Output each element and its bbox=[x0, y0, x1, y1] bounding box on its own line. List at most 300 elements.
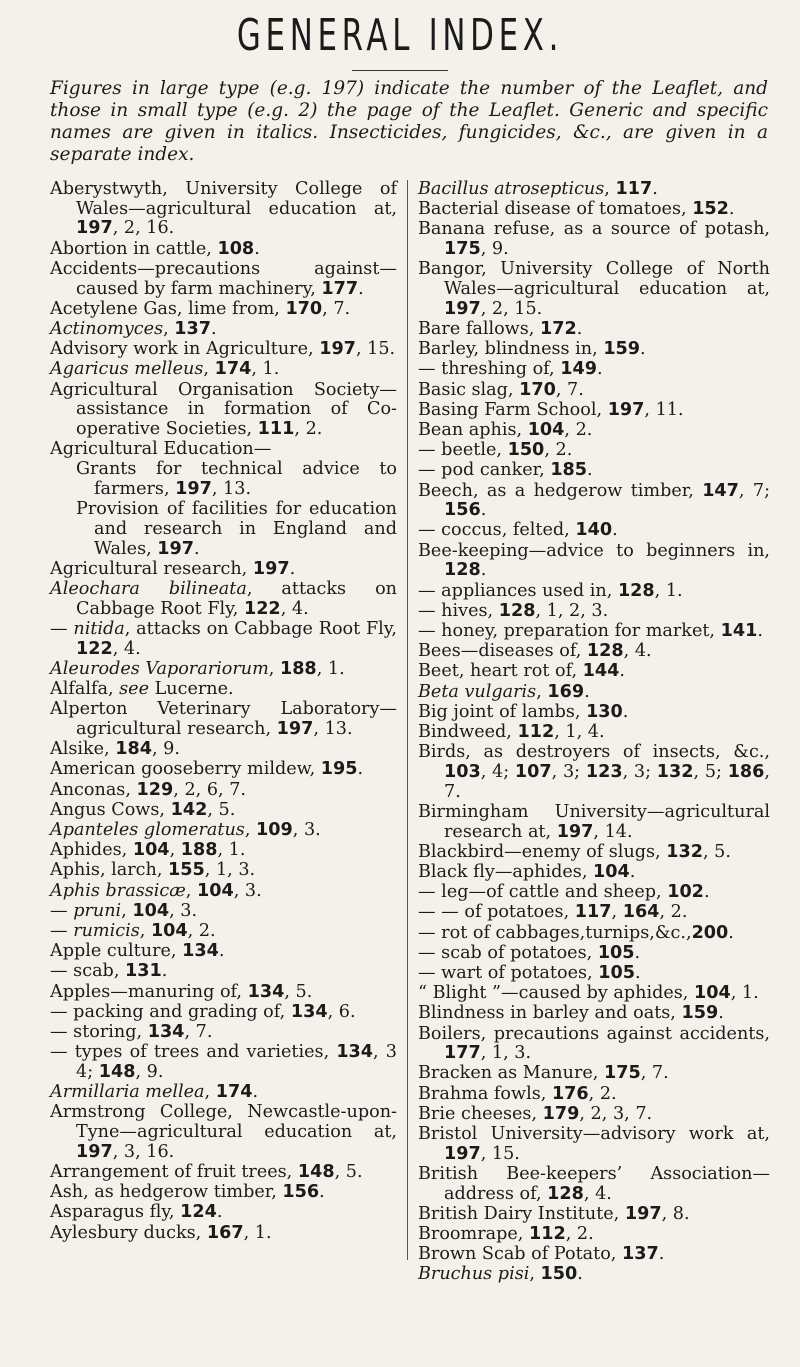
entry-text: , 1, 2, 3. bbox=[535, 600, 609, 621]
entry-text: , 3; bbox=[551, 761, 586, 782]
index-entry bbox=[418, 461, 770, 481]
entry-text: . bbox=[480, 500, 487, 521]
index-entry bbox=[50, 1023, 397, 1043]
leaflet-number: 105 bbox=[597, 942, 635, 963]
entry-text: , bbox=[604, 179, 616, 199]
index-entry bbox=[418, 703, 770, 723]
entry-text: . bbox=[622, 701, 629, 722]
leaflet-number: 177 bbox=[444, 1043, 481, 1064]
entry-text: Agricultural Organisation Society—assistance in formation of Co-operative Societies, bbox=[50, 379, 397, 439]
entry-text: , 4. bbox=[280, 598, 309, 619]
leaflet-number: 170 bbox=[285, 298, 323, 319]
leaflet-number: 156 bbox=[282, 1182, 320, 1203]
entry-text: Beech, as a hedgerow timber, bbox=[418, 480, 703, 501]
index-entry bbox=[418, 903, 770, 923]
index-entry bbox=[418, 200, 770, 220]
entry-text: Basing Farm School, bbox=[418, 399, 608, 420]
entry-text: , 9. bbox=[151, 739, 180, 760]
entry-text: Birmingham University—agricultural research at, bbox=[418, 801, 770, 842]
entry-text: , 5. bbox=[334, 1161, 363, 1182]
leaflet-number: 164 bbox=[622, 902, 660, 923]
entry-text: Asparagus fly, bbox=[50, 1202, 181, 1223]
leaflet-number: 197 bbox=[319, 339, 356, 360]
entry-text: Blackbird—enemy of slugs, bbox=[418, 841, 667, 862]
leaflet-number: 197 bbox=[624, 1203, 662, 1224]
entry-text: . bbox=[577, 1264, 583, 1285]
entry-text: , 3. bbox=[292, 820, 321, 840]
entry-text: , bbox=[529, 1264, 541, 1285]
entry-text: Alfalfa, bbox=[50, 679, 120, 700]
entry-text: Bees—diseases of, bbox=[418, 641, 587, 662]
leaflet-number: 137 bbox=[174, 318, 212, 339]
leaflet-number: 104 bbox=[132, 840, 170, 861]
leaflet-number: 123 bbox=[585, 761, 623, 782]
entry-text: , 15. bbox=[480, 1143, 520, 1164]
leaflet-number: 137 bbox=[622, 1244, 659, 1265]
entry-text: — leg—of cattle and sheep, bbox=[418, 882, 668, 903]
index-entry bbox=[418, 1245, 770, 1265]
leaflet-number: 128 bbox=[547, 1183, 584, 1204]
entry-text: Aylesbury ducks, bbox=[50, 1222, 207, 1243]
leaflet-number: 122 bbox=[243, 598, 281, 619]
leaflet-number: 197 bbox=[607, 399, 645, 420]
entry-text: . bbox=[619, 661, 625, 682]
entry-text: , 2, 6, 7. bbox=[173, 779, 246, 800]
italic-name: rumicis bbox=[73, 921, 140, 942]
entry-text: . bbox=[728, 199, 735, 220]
leaflet-number: 104 bbox=[593, 861, 630, 882]
index-introduction bbox=[50, 78, 768, 166]
index-entry bbox=[50, 760, 397, 780]
entry-text: , 4. bbox=[112, 638, 141, 659]
entry-text: . bbox=[357, 759, 364, 780]
entry-text: Agricultural Education— bbox=[50, 439, 272, 460]
entry-text: , 2. bbox=[564, 419, 593, 440]
entry-text: . bbox=[252, 1082, 259, 1103]
entry-text: Provision of facilities for education and research in England and Wales, bbox=[76, 499, 397, 559]
index-entry bbox=[418, 441, 770, 461]
index-entry bbox=[50, 1003, 397, 1023]
leaflet-number: 188 bbox=[180, 840, 218, 861]
entry-text: Blindness in barley and oats, bbox=[418, 1003, 682, 1024]
index-column-right bbox=[418, 180, 770, 1285]
index-entry bbox=[50, 962, 397, 982]
leaflet-number: 197 bbox=[444, 298, 481, 319]
index-entry bbox=[50, 1083, 397, 1103]
entry-text: , 9. bbox=[480, 239, 509, 260]
index-entry bbox=[50, 922, 397, 942]
italic-name: Apanteles glomeratus bbox=[50, 820, 245, 840]
index-entry bbox=[418, 743, 770, 802]
entry-text: . bbox=[728, 922, 734, 943]
index-entry bbox=[50, 781, 397, 801]
entry-text: , 4. bbox=[623, 641, 652, 662]
index-entry bbox=[418, 1064, 770, 1084]
entry-text: , 1, 3. bbox=[204, 860, 256, 881]
leaflet-number: 122 bbox=[76, 638, 113, 659]
intro-line: those in small type (e.g. 2) the page of the Leaflet. Generic and specific bbox=[50, 100, 768, 121]
entry-text: , 14. bbox=[593, 821, 633, 842]
italic-name: Aphis brassicæ bbox=[50, 880, 186, 901]
entry-text: “ Blight ”—caused by aphides, bbox=[418, 983, 694, 1004]
entry-text: , 7; bbox=[738, 480, 770, 501]
page-title: GENERAL INDEX. bbox=[236, 10, 564, 61]
index-entry bbox=[418, 1105, 770, 1125]
index-entry bbox=[418, 803, 770, 842]
entry-text: . bbox=[634, 942, 641, 963]
index-entry bbox=[418, 421, 770, 441]
entry-text: Barley, blindness in, bbox=[418, 339, 604, 360]
entry-text: — bbox=[50, 618, 74, 639]
entry-text: . bbox=[596, 359, 603, 380]
index-entry bbox=[50, 660, 397, 680]
leaflet-number: 188 bbox=[279, 658, 317, 679]
entry-text: — beetle, bbox=[418, 440, 508, 461]
entry-text: Angus Cows, bbox=[50, 799, 171, 820]
index-entry bbox=[418, 1125, 770, 1164]
leaflet-number: 105 bbox=[598, 962, 635, 983]
entry-text: Broomrape, bbox=[418, 1224, 529, 1245]
index-entry bbox=[50, 841, 397, 861]
entry-text: Bacterial disease of tomatoes, bbox=[418, 199, 693, 220]
entry-text: Alsike, bbox=[50, 739, 116, 760]
leaflet-number: 131 bbox=[125, 961, 162, 982]
entry-text: — bbox=[50, 900, 74, 921]
leaflet-number: 128 bbox=[444, 560, 481, 581]
leaflet-number: 197 bbox=[76, 1141, 113, 1162]
index-entry bbox=[418, 622, 770, 642]
index-entry bbox=[50, 1203, 397, 1223]
leaflet-number: 197 bbox=[252, 558, 290, 579]
entry-text: . bbox=[254, 238, 260, 259]
leaflet-number: 155 bbox=[168, 860, 205, 881]
leaflet-number: 128 bbox=[586, 641, 624, 662]
leaflet-number: 150 bbox=[507, 440, 545, 461]
entry-text: , 5. bbox=[284, 981, 313, 1002]
index-entry bbox=[418, 582, 770, 602]
entry-text: , 1. bbox=[251, 359, 280, 380]
index-entry bbox=[50, 240, 397, 260]
leaflet-number: 134 bbox=[182, 941, 219, 962]
index-entry bbox=[418, 984, 770, 1004]
entry-text: , bbox=[169, 840, 181, 861]
leaflet-number: 134 bbox=[336, 1042, 374, 1063]
entry-text: American gooseberry mildew, bbox=[50, 759, 321, 780]
entry-text: . bbox=[652, 179, 658, 199]
leaflet-number: 134 bbox=[147, 1022, 185, 1043]
index-entry bbox=[50, 180, 397, 239]
leaflet-number: 159 bbox=[603, 339, 641, 360]
entry-text: — honey, preparation for market, bbox=[418, 620, 721, 641]
entry-text: , bbox=[244, 820, 257, 840]
index-entry bbox=[418, 220, 770, 259]
index-entry bbox=[50, 680, 397, 700]
leaflet-number: 169 bbox=[547, 681, 585, 702]
index-entry bbox=[50, 1043, 397, 1082]
leaflet-number: 112 bbox=[528, 1224, 566, 1245]
italic-name: Beta vulgaris bbox=[418, 681, 537, 702]
index-entry bbox=[418, 542, 770, 581]
italic-name: Aleurodes Vaporariorum bbox=[50, 658, 269, 679]
entry-text: Armstrong College, Newcastle-upon-Tyne—agricultural education at, bbox=[50, 1102, 397, 1143]
index-entry bbox=[418, 1004, 770, 1024]
leaflet-number: 104 bbox=[196, 880, 234, 901]
entry-text: , attacks on Cabbage Root Fly, bbox=[124, 618, 398, 639]
entry-text: Bristol University—advisory work at, bbox=[418, 1124, 770, 1145]
intro-line: separate index. bbox=[50, 144, 195, 165]
leaflet-number: 175 bbox=[603, 1063, 641, 1084]
entry-text: . bbox=[658, 1244, 665, 1265]
entry-text: Basic slag, bbox=[418, 379, 520, 400]
entry-text: — wart of potatoes, bbox=[418, 962, 599, 983]
entry-text: . bbox=[634, 962, 641, 983]
italic-name: pruni bbox=[73, 900, 122, 921]
leaflet-number: 197 bbox=[556, 821, 594, 842]
index-entry bbox=[418, 683, 770, 703]
entry-text: Big joint of lambs, bbox=[418, 701, 587, 722]
entry-text: , 4; bbox=[480, 761, 515, 782]
entry-text: , 1. bbox=[730, 983, 759, 1004]
index-entry bbox=[50, 360, 397, 380]
entry-text: Black fly—aphides, bbox=[418, 861, 594, 882]
entry-text: . bbox=[289, 558, 296, 579]
entry-text: , 7. bbox=[555, 379, 584, 400]
index-entry bbox=[50, 381, 397, 440]
entry-text: , 2. bbox=[187, 921, 216, 942]
entry-text: . bbox=[612, 520, 618, 541]
index-entry bbox=[50, 902, 397, 922]
entry-text: — scab of potatoes, bbox=[418, 942, 598, 963]
leaflet-number: 112 bbox=[517, 721, 555, 742]
entry-text: Advisory work in Agriculture, bbox=[50, 339, 320, 360]
entry-text: British Dairy Institute, bbox=[418, 1203, 625, 1224]
entry-text: , 2, 3, 7. bbox=[579, 1103, 653, 1124]
index-entry bbox=[50, 320, 397, 340]
entry-text: , 13. bbox=[211, 479, 252, 500]
entry-text: , 11. bbox=[644, 399, 684, 420]
index-entry bbox=[418, 843, 770, 863]
entry-text: , bbox=[121, 900, 133, 921]
leaflet-number: 103 bbox=[444, 761, 481, 782]
leaflet-number: 177 bbox=[321, 278, 359, 299]
entry-text: , 8. bbox=[661, 1203, 690, 1224]
entry-text: . bbox=[211, 318, 217, 339]
entry-text: — — of potatoes, bbox=[418, 902, 575, 923]
leaflet-number: 130 bbox=[586, 701, 623, 722]
index-entry bbox=[50, 500, 397, 559]
leaflet-number: 129 bbox=[136, 779, 174, 800]
entry-text: , 7. bbox=[444, 761, 771, 802]
entry-text: , 7. bbox=[322, 298, 351, 319]
entry-text: Bindweed, bbox=[418, 721, 518, 742]
index-entry bbox=[50, 560, 397, 580]
entry-text: , 13. bbox=[313, 718, 353, 739]
entry-text: Birds, as destroyers of insects, &c., bbox=[418, 742, 770, 763]
entry-text: Aberystwyth, University College of Wales—agricultural education at, bbox=[50, 179, 397, 219]
index-entry bbox=[418, 320, 770, 340]
entry-text: Anconas, bbox=[50, 779, 137, 800]
leaflet-number: 148 bbox=[297, 1161, 335, 1182]
entry-text: Beet, heart rot of, bbox=[418, 661, 583, 682]
entry-text: Apples—manuring of, bbox=[50, 981, 248, 1002]
entry-text: , bbox=[268, 658, 280, 679]
title-underline bbox=[352, 70, 448, 71]
entry-text: . bbox=[358, 278, 364, 299]
entry-text: — threshing of, bbox=[418, 359, 561, 380]
index-entry bbox=[418, 521, 770, 541]
entry-text: , 15. bbox=[355, 339, 396, 360]
entry-text: Banana refuse, as a source of potash, bbox=[418, 219, 770, 240]
leaflet-number: 185 bbox=[550, 460, 588, 481]
entry-text: — scab, bbox=[50, 961, 126, 982]
entry-text: . bbox=[319, 1182, 325, 1203]
leaflet-number: 152 bbox=[692, 199, 729, 220]
index-entry bbox=[418, 602, 770, 622]
entry-text: , 2. bbox=[294, 418, 323, 439]
index-entry bbox=[50, 700, 397, 739]
italic-name: Actinomyces bbox=[50, 318, 164, 339]
entry-text: Alperton Veterinary Laboratory—agricultural research, bbox=[50, 699, 397, 739]
leaflet-number: 175 bbox=[444, 239, 481, 260]
leaflet-number: 102 bbox=[667, 882, 704, 903]
leaflet-number: 184 bbox=[115, 739, 152, 760]
entry-text: Acetylene Gas, lime from, bbox=[50, 298, 286, 319]
entry-text: Bean aphis, bbox=[418, 419, 528, 440]
italic-name: Aleochara bilineata bbox=[50, 579, 247, 600]
intro-line: names are given in italics. Insecticides, fungicides, &c., are given in a bbox=[50, 122, 768, 143]
entry-text: , 1. bbox=[654, 580, 683, 601]
index-entry bbox=[418, 662, 770, 682]
entry-text: Brahma fowls, bbox=[418, 1083, 552, 1104]
index-entry bbox=[418, 260, 770, 319]
index-entry bbox=[50, 983, 397, 1003]
entry-text: , bbox=[203, 359, 215, 380]
entry-text: , 2. bbox=[565, 1224, 594, 1245]
entry-text: , 3; bbox=[622, 761, 657, 782]
index-entry bbox=[50, 260, 397, 299]
leaflet-number: 104 bbox=[132, 900, 170, 921]
entry-text: , 4. bbox=[583, 1183, 612, 1204]
italic-name: Agaricus melleus bbox=[50, 359, 204, 380]
entry-text: . bbox=[718, 1003, 724, 1024]
leaflet-number: 117 bbox=[574, 902, 612, 923]
leaflet-number: 195 bbox=[320, 759, 358, 780]
entry-text: . bbox=[587, 460, 593, 481]
leaflet-number: 174 bbox=[214, 359, 252, 380]
index-entry bbox=[418, 723, 770, 743]
leaflet-number: 141 bbox=[720, 620, 758, 641]
index-entry bbox=[418, 924, 770, 944]
index-entry bbox=[50, 1103, 397, 1162]
entry-text: . bbox=[584, 681, 590, 702]
leaflet-number: 170 bbox=[519, 379, 556, 400]
entry-text: . bbox=[629, 861, 636, 882]
leaflet-number: 142 bbox=[170, 799, 208, 820]
entry-text: — coccus, felted, bbox=[418, 520, 576, 541]
leaflet-number: 148 bbox=[98, 1061, 136, 1082]
leaflet-number: 186 bbox=[727, 761, 765, 782]
entry-text: . bbox=[194, 538, 200, 559]
italic-name: nitida bbox=[73, 618, 125, 639]
entry-text: . bbox=[576, 318, 583, 339]
index-entry bbox=[50, 1163, 397, 1183]
index-entry bbox=[50, 620, 397, 659]
index-entry bbox=[418, 482, 770, 521]
entry-text: Grants for technical advice to farmers, bbox=[76, 459, 397, 500]
entry-text: Aphides, bbox=[50, 840, 133, 861]
index-entry bbox=[418, 1085, 770, 1105]
leaflet-number: 144 bbox=[582, 661, 620, 682]
entry-text: . bbox=[757, 620, 763, 641]
entry-text: — hives, bbox=[418, 600, 499, 621]
entry-text: , 3, 16. bbox=[112, 1141, 175, 1162]
leaflet-number: 197 bbox=[76, 218, 113, 239]
leaflet-number: 156 bbox=[444, 500, 481, 521]
leaflet-number: 159 bbox=[681, 1003, 719, 1024]
leaflet-number: 149 bbox=[560, 359, 597, 380]
index-entry bbox=[418, 883, 770, 903]
entry-text: Brown Scab of Potato, bbox=[418, 1244, 622, 1265]
entry-text: Bangor, University College of North Wales—agricultural education at, bbox=[418, 259, 770, 300]
entry-text: Ash, as hedgerow timber, bbox=[50, 1182, 283, 1203]
entry-text: Apple culture, bbox=[50, 941, 183, 962]
entry-text: — storing, bbox=[50, 1022, 148, 1043]
entry-text: — bbox=[50, 921, 74, 942]
leaflet-number: 174 bbox=[215, 1082, 253, 1103]
italic-name: see bbox=[119, 679, 150, 700]
entry-text: , bbox=[185, 880, 197, 901]
index-entry bbox=[50, 740, 397, 760]
entry-text: , 3. bbox=[233, 880, 262, 901]
index-entry bbox=[50, 580, 397, 619]
index-entry bbox=[50, 942, 397, 962]
entry-text: , 2. bbox=[544, 440, 573, 461]
index-entry bbox=[418, 401, 770, 421]
leaflet-number: 132 bbox=[656, 761, 694, 782]
entry-text: , 1, 3. bbox=[480, 1043, 532, 1064]
entry-text: Brie cheeses, bbox=[418, 1103, 543, 1124]
entry-text: Lucerne. bbox=[149, 679, 234, 700]
leaflet-number: 132 bbox=[666, 841, 703, 862]
entry-text: , 7. bbox=[640, 1063, 669, 1084]
entry-text: — rot of cabbages,turnips,&c., bbox=[418, 922, 692, 943]
entry-text: Accidents—precautions against—caused by farm machinery, bbox=[50, 258, 397, 299]
entry-text: , bbox=[204, 1082, 216, 1103]
index-entry bbox=[418, 1205, 770, 1225]
leaflet-number: 109 bbox=[256, 820, 293, 840]
index-entry bbox=[418, 1025, 770, 1064]
leaflet-number: 111 bbox=[257, 418, 295, 439]
leaflet-number: 197 bbox=[276, 718, 314, 739]
index-entry bbox=[418, 1165, 770, 1204]
entry-text: . bbox=[216, 1202, 223, 1223]
entry-text: , 1. bbox=[217, 840, 246, 861]
index-entry bbox=[50, 440, 397, 460]
leaflet-number: 117 bbox=[615, 179, 653, 199]
index-entry bbox=[50, 300, 397, 320]
index-entry bbox=[50, 821, 397, 841]
index-entry bbox=[418, 964, 770, 984]
entry-text: , 7. bbox=[184, 1022, 213, 1043]
leaflet-number: 197 bbox=[444, 1143, 481, 1164]
entry-text: , 3. bbox=[169, 900, 198, 921]
entry-text: Bracken as Manure, bbox=[418, 1063, 604, 1084]
leaflet-number: 128 bbox=[498, 600, 536, 621]
entry-text: Bee-keeping—advice to beginners in, bbox=[418, 540, 770, 561]
index-entry bbox=[418, 1265, 770, 1285]
entry-text: , bbox=[536, 681, 548, 702]
leaflet-number: 134 bbox=[290, 1001, 328, 1022]
